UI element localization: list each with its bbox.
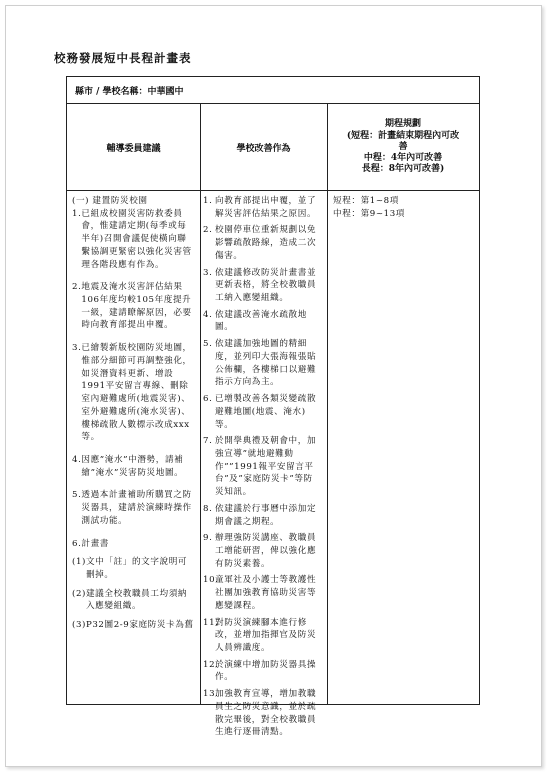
action-text: 辦理強防災講座、教職員工增能研習，俾以強化應有防災素養。 [215, 533, 317, 569]
suggestion-text: 已組成校園災害防救委員會，惟建請定期(每季或每半年)召開會議促使橫向聯繫協調更緊密以強化災害管理各階段應有作為。 [81, 208, 192, 270]
suggestion-item [72, 489, 194, 527]
school-header: 縣市 / 學校名稱：中華國中 [67, 77, 479, 104]
action-item [203, 393, 321, 431]
action-item [203, 688, 321, 739]
column-header-school-actions: 學校改善作為 [236, 144, 291, 154]
action-text: 依建議改善淹水疏散地圖。 [215, 309, 307, 333]
column-header-row [67, 104, 479, 191]
plan-item-number: (3) [72, 620, 86, 631]
advisor-suggestions-column [67, 191, 200, 704]
action-item [203, 532, 321, 570]
action-number: 7. [203, 436, 213, 447]
document-title: 校務發展短中長程計畫表 [54, 51, 192, 65]
section-heading: (一) 建置防災校園 [72, 196, 148, 206]
action-text: 依建議於行事曆中添加定期會議之期程。 [215, 503, 317, 527]
action-text: 向教育部提出申覆，並了解災害評估結果之原因。 [215, 196, 317, 219]
plan-heading: 6.計畫書 [72, 538, 109, 549]
schedule-line: 中程：第9~13項 [333, 208, 405, 219]
column-header-advisor: 輔導委員建議 [106, 144, 161, 154]
schedule-header-line: 期程規劃 [384, 119, 421, 130]
action-number: 3. [203, 267, 213, 278]
suggestion-item [72, 342, 194, 444]
action-number: 2. [203, 225, 213, 236]
schedule-header-line: 中程：4年內可改善 [363, 153, 443, 164]
plan-item [72, 588, 194, 613]
suggestion-number: 4. [72, 454, 82, 465]
action-number: 1. [203, 196, 213, 206]
suggestion-number: 5. [72, 490, 82, 501]
schedule-header-line: 長程：8年內可改善) [361, 164, 445, 175]
action-text: 對防災演練腳本進行修改，並增加指揮官及防災人員辨識度。 [215, 617, 317, 653]
action-number: 6. [203, 394, 213, 405]
action-item [203, 338, 321, 389]
action-item [203, 617, 321, 655]
schedule-header-line: 善 [398, 141, 408, 152]
action-item [203, 195, 321, 220]
action-text: 於開學典禮及朝會中，加強宣導”就地避難動作””1991報平安留言平台”及”家庭防災卡”等防災知訊。 [215, 436, 317, 498]
suggestion-text: 地震及淹水災害評估結果106年度均較105年度提升一級，建請瞭解原因，必要時向教育部提出申覆。 [81, 282, 192, 331]
suggestion-number: 3. [72, 343, 82, 354]
action-text: 依建議加強地圖的精細度，並列印大張海報張貼公佈欄，各樓梯口以避難指示方向為主。 [215, 339, 317, 388]
action-text: 童軍社及小護士等教護性社團加強教育協助災害等應變課程。 [215, 575, 317, 611]
action-item [203, 503, 321, 528]
suggestion-item [72, 281, 194, 332]
plan-item-number: (1) [72, 557, 86, 568]
action-text: 依建議修改防災計畫書並更新表格，將全校教職員工納入應變組織。 [215, 267, 317, 304]
suggestion-item [72, 208, 194, 272]
schedule-header-line: (短程：計畫結束期程內可改 [346, 130, 460, 141]
suggestion-text: 因應”淹水”中潛勢，請補繪”淹水”災害防災地圖。 [81, 454, 184, 478]
action-number: 4. [203, 309, 213, 320]
action-number: 5. [203, 339, 213, 350]
action-text: 於演練中增加防災器具操作。 [215, 659, 317, 683]
plan-item-text: 文中「註」的文字說明可刪掉。 [85, 557, 188, 580]
action-item [203, 574, 321, 612]
suggestion-item [72, 454, 194, 479]
action-number: 8. [203, 503, 213, 514]
action-text: 加強教育宣導，增加教職員生之防災意識，並於疏散完畢後，對全校教職員生進行逐冊清點。 [215, 689, 317, 738]
suggestion-number: 2. [72, 282, 82, 293]
plan-item [72, 619, 194, 632]
schedule-line: 短程：第1~8項 [333, 196, 399, 206]
action-number: 11. [203, 617, 219, 628]
action-number: 9. [203, 533, 213, 544]
plan-item-text: P32圖2-9家庭防災卡為舊 [85, 620, 194, 631]
action-item [203, 309, 321, 334]
action-number: 10. [203, 575, 219, 586]
plan-table [66, 76, 480, 738]
action-item [203, 659, 321, 684]
plan-item [72, 556, 194, 581]
column-header-schedule [327, 104, 479, 191]
schedule-column [327, 191, 479, 704]
suggestion-text: 透過本計畫補助所購買之防災器具，建請於演練時操作測試功能。 [81, 490, 192, 526]
plan-item-number: (2) [72, 588, 86, 599]
action-item [203, 435, 321, 499]
action-number: 12. [203, 659, 219, 670]
suggestion-text: 已繪製新版校園防災地圖，惟部分細節可再調整強化，如災潛資料更新、增設1991平安留言專線、刪除室內避難處所(地震災害)、室外避難處所(淹水災害)、樓梯疏散人數標示改成xxx等。 [81, 343, 192, 443]
plan-item-text: 建議全校教職員工均須納入應變組織。 [85, 588, 188, 612]
school-actions-column [200, 191, 327, 738]
action-text: 校園停車位重新規劃以免影響疏散路線，造成二次傷害。 [215, 225, 317, 261]
suggestion-number: 1. [72, 208, 82, 219]
action-item [203, 267, 321, 305]
action-text: 已增製改善各類災變疏散避難地圖(地震、淹水)等。 [215, 394, 317, 430]
action-number: 13. [203, 689, 219, 700]
action-item [203, 224, 321, 262]
